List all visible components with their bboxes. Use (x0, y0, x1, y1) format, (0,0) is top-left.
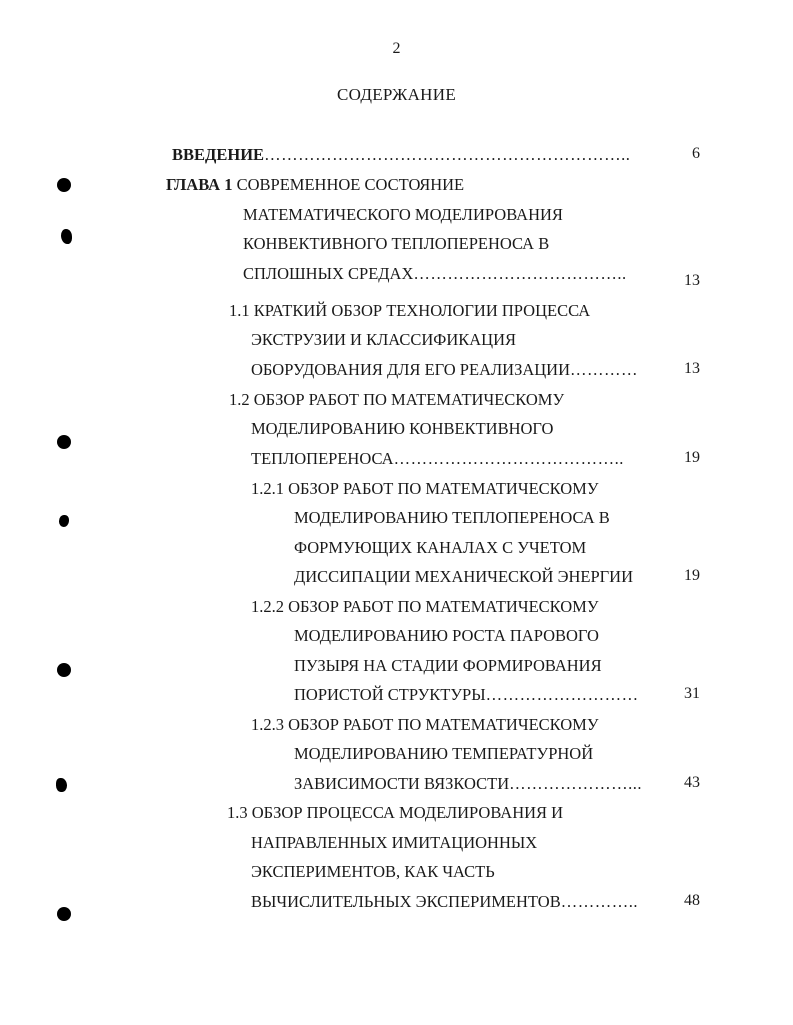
scan-speck (59, 515, 69, 527)
toc-entry-chapter-1 (166, 175, 464, 195)
toc-page-number: 6 (692, 145, 700, 162)
toc-entry-text: ДИССИПАЦИИ МЕХАНИЧЕСКОЙ ЭНЕРГИИ (294, 567, 634, 586)
toc-page-number: 13 (684, 360, 700, 377)
toc-entry-text: ВЫЧИСЛИТЕЛЬНЫХ ЭКСПЕРИМЕНТОВ (251, 892, 561, 911)
toc-entry-text-last (251, 449, 624, 469)
toc-entry-text: КОНВЕКТИВНОГО ТЕПЛОПЕРЕНОСА В (243, 234, 550, 253)
punch-hole (57, 435, 71, 449)
toc-entry-text: МОДЕЛИРОВАНИЮ ТЕПЛОПЕРЕНОСА В (294, 508, 610, 527)
toc-entry-text: СПЛОШНЫХ СРЕДАХ (243, 264, 414, 283)
toc-leader-dots: ……………………………….. (413, 264, 627, 283)
punch-hole (57, 663, 71, 677)
toc-page-number: 19 (684, 567, 700, 584)
toc-entry-text: ЭКСТРУЗИИ И КЛАССИФИКАЦИЯ (251, 330, 516, 349)
toc-leader-dots: ………… (570, 360, 639, 379)
toc-entry-text: 1.2.1 ОБЗОР РАБОТ ПО МАТЕМАТИЧЕСКОМУ (251, 479, 599, 498)
toc-chapter-label: ГЛАВА 1 (166, 175, 233, 194)
toc-entry-introduction (172, 145, 630, 165)
toc-leader-dots: ……………………… (485, 685, 639, 704)
toc-entry-label: ВВЕДЕНИЕ (172, 145, 265, 164)
toc-entry-text-last (243, 264, 627, 284)
toc-leader-dots: ……………………………………………………….. (264, 145, 631, 164)
toc-entry-text: ФОРМУЮЩИХ КАНАЛАХ С УЧЕТОМ (294, 538, 587, 557)
toc-entry-text: ЭКСПЕРИМЕНТОВ, КАК ЧАСТЬ (251, 862, 495, 881)
toc-entry-text: ТЕПЛОПЕРЕНОСА (251, 449, 394, 468)
scan-speck (61, 229, 72, 244)
toc-leader-dots: ………….. (560, 892, 638, 911)
toc-entry-text: 1.3 ОБЗОР ПРОЦЕССА МОДЕЛИРОВАНИЯ И (227, 803, 564, 822)
toc-entry-text: МОДЕЛИРОВАНИЮ ТЕМПЕРАТУРНОЙ (294, 744, 594, 763)
toc-entry-text: СОВРЕМЕННОЕ СОСТОЯНИЕ (236, 175, 465, 194)
toc-leader-dots: …………………... (509, 774, 642, 793)
toc-page-number: 13 (684, 272, 700, 289)
toc-entry-text: МОДЕЛИРОВАНИЮ КОНВЕКТИВНОГО (251, 419, 554, 438)
toc-entry-text: НАПРАВЛЕННЫХ ИМИТАЦИОННЫХ (251, 833, 538, 852)
document-title: СОДЕРЖАНИЕ (336, 85, 457, 104)
toc-entry-text-last (251, 360, 638, 380)
toc-entry-text-last (294, 774, 642, 794)
toc-entry-text: 1.1 КРАТКИЙ ОБЗОР ТЕХНОЛОГИИ ПРОЦЕССА (229, 301, 591, 320)
toc-entry-text: МОДЕЛИРОВАНИЮ РОСТА ПАРОВОГО (294, 626, 599, 645)
page-number: 2 (392, 40, 401, 57)
toc-page-number: 19 (684, 449, 700, 466)
toc-entry-text: 1.2 ОБЗОР РАБОТ ПО МАТЕМАТИЧЕСКОМУ (229, 390, 565, 409)
punch-hole (57, 178, 71, 192)
toc-leader-dots: ………………………………….. (393, 449, 624, 468)
toc-page-number: 48 (684, 892, 700, 909)
toc-entry-text: ОБОРУДОВАНИЯ ДЛЯ ЕГО РЕАЛИЗАЦИИ (251, 360, 571, 379)
toc-page-number: 43 (684, 774, 700, 791)
punch-hole (57, 907, 71, 921)
toc-entry-text: ПУЗЫРЯ НА СТАДИИ ФОРМИРОВАНИЯ (294, 656, 602, 675)
toc-entry-text: ЗАВИСИМОСТИ ВЯЗКОСТИ (294, 774, 510, 793)
scan-speck (56, 778, 67, 792)
toc-entry-text: МАТЕМАТИЧЕСКОГО МОДЕЛИРОВАНИЯ (243, 205, 563, 224)
toc-entry-text: 1.2.2 ОБЗОР РАБОТ ПО МАТЕМАТИЧЕСКОМУ (251, 597, 599, 616)
toc-entry-text-last (251, 892, 638, 912)
toc-entry-text: 1.2.3 ОБЗОР РАБОТ ПО МАТЕМАТИЧЕСКОМУ (251, 715, 599, 734)
toc-page-number: 31 (684, 685, 700, 702)
toc-entry-text: ПОРИСТОЙ СТРУКТУРЫ (294, 685, 486, 704)
toc-entry-text-last (294, 685, 639, 705)
